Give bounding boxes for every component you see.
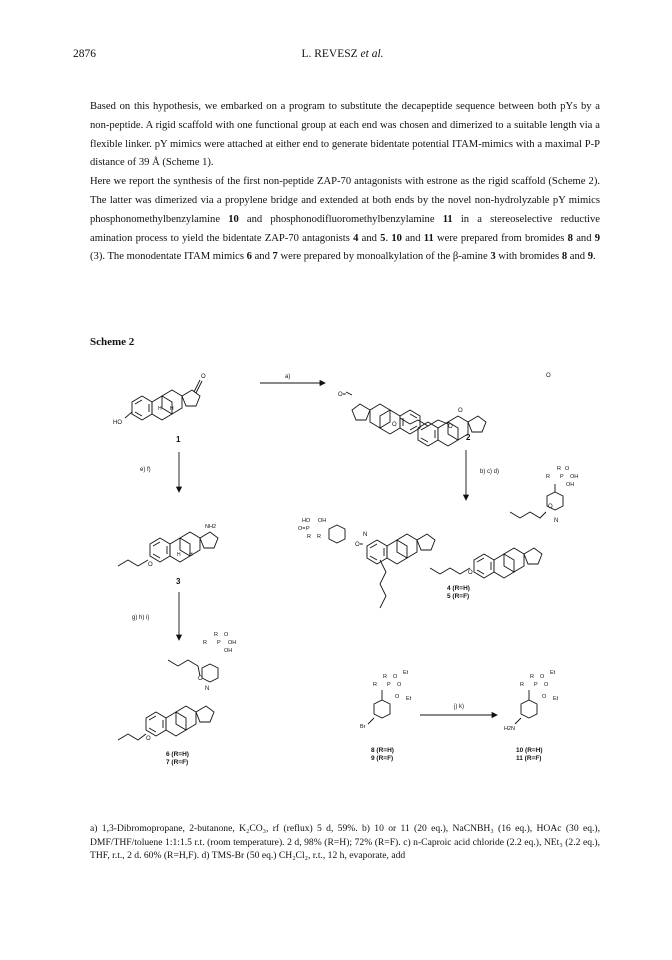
compound-3-structure bbox=[118, 524, 218, 586]
compound-1-structure bbox=[113, 374, 206, 444]
label-compound-3: 3 bbox=[176, 577, 181, 586]
svg-text:O=: O= bbox=[355, 542, 364, 548]
svg-text:O=: O= bbox=[298, 526, 306, 532]
svg-text:N: N bbox=[205, 686, 210, 692]
svg-text:O: O bbox=[198, 676, 203, 682]
svg-text:R: R bbox=[317, 534, 321, 540]
svg-text:O: O bbox=[148, 562, 153, 568]
svg-text:O: O bbox=[395, 694, 400, 700]
svg-text:OH: OH bbox=[318, 518, 327, 524]
label-compound-10: 10 (R=H) bbox=[516, 747, 543, 754]
svg-text:N: N bbox=[554, 518, 559, 524]
svg-text:H: H bbox=[177, 552, 181, 558]
svg-text:OH: OH bbox=[570, 474, 579, 480]
svg-text:O: O bbox=[224, 632, 229, 638]
step-jk-label: j) k) bbox=[454, 704, 464, 710]
scheme-footnote: a) 1,3-Dibromopropane, 2-butanone, K₂CO₃, rf (reflux) 5 d, 59%. b) 10 or 11 (20 eq.), NaCNBH₃ (16 eq.), HOAc (30 eq.), DMF/THF/toluene 1:1:1.5 r.t. (room temperature). 2 d, 98% (R=H); 72% (R=F). c) n-Caproic acid chloride (2.2 eq.), NEt₃ (2.2 eq.), THF, r.t., 2 d. 60% (R=H,F). d) TMS-Br (50 eq.) CH₂Cl₂, r.t., 12 h, evaporate, add bbox=[90, 823, 600, 862]
svg-text:O: O bbox=[468, 570, 473, 576]
svg-text:R: R bbox=[373, 682, 377, 688]
svg-text:Et: Et bbox=[403, 670, 409, 676]
svg-text:OH: OH bbox=[228, 640, 237, 646]
svg-text:O=: O= bbox=[338, 392, 347, 398]
svg-text:H2N: H2N bbox=[504, 726, 516, 732]
step-bcd-label: b) c) d) bbox=[480, 469, 500, 475]
compound-8-9-structure bbox=[360, 670, 412, 762]
paragraph-2: Here we report the synthesis of the first non-peptide ZAP-70 antagonists with estrone as the rigid scaffold (Scheme 2). The latter was dimerized via a propylene bridge and extended at both ends by the novel non-hydrolyzable pY mimics phosphonomethylbenzylamine 10 and phosphonodifluoromethylbenzylamine 11 in a stereoselective reductive amination process to yield the bidentate ZAP-70 antagonists 4 and 5. 10 and 11 were prepared from bromides 8 and 9 (3). The monodentate ITAM mimics 6 and 7 were prepared by monoalkylation of the β-amine 3 with bromides 8 and 9. bbox=[90, 176, 601, 263]
compound-6-7-structure bbox=[118, 632, 236, 766]
running-header bbox=[73, 48, 612, 64]
svg-text:P: P bbox=[560, 474, 564, 480]
paragraph-1: Based on this hypothesis, we embarked on a program to substitute the decapeptide sequence between both pYs by a non-peptide. A rigid scaffold with one functional group at each end was chosen and dimerized to a suitable length via a flexible linker. pY mimics were attached at either end to generate bidentate potential ITAM-mimics with a maximal P-P distance of 39 Å (Scheme 1). bbox=[90, 101, 600, 169]
label-compound-1: 1 bbox=[176, 435, 181, 444]
compound-4-5-structure bbox=[298, 504, 558, 608]
label-compound-9: 9 (R=F) bbox=[371, 755, 394, 762]
scheme-title: Scheme 2 bbox=[90, 336, 135, 348]
svg-text:Et: Et bbox=[550, 670, 556, 676]
svg-text:HO: HO bbox=[302, 518, 311, 524]
compound-2-structure bbox=[338, 373, 551, 446]
svg-text:O: O bbox=[544, 682, 549, 688]
svg-text:P: P bbox=[217, 640, 221, 646]
label-compound-4: 4 (R=H) bbox=[447, 585, 470, 592]
page-number: 2876 bbox=[73, 48, 96, 60]
svg-text:Et: Et bbox=[553, 696, 559, 702]
svg-text:O: O bbox=[201, 374, 206, 380]
svg-text:O: O bbox=[542, 694, 547, 700]
svg-text:OH: OH bbox=[224, 648, 233, 654]
svg-text:O: O bbox=[540, 674, 545, 680]
svg-text:R: R bbox=[307, 534, 311, 540]
svg-text:O: O bbox=[565, 466, 570, 472]
svg-text:NH2: NH2 bbox=[205, 524, 217, 530]
reaction-scheme bbox=[0, 340, 672, 810]
svg-text:Et: Et bbox=[406, 696, 412, 702]
label-compound-5: 5 (R=F) bbox=[447, 593, 470, 600]
svg-text:P: P bbox=[387, 682, 391, 688]
svg-text:O: O bbox=[397, 682, 402, 688]
svg-text:HO: HO bbox=[113, 420, 122, 426]
svg-text:R: R bbox=[203, 640, 207, 646]
label-compound-11: 11 (R=F) bbox=[516, 755, 542, 762]
step-ef-label: e) f) bbox=[140, 467, 151, 473]
svg-text:R: R bbox=[546, 474, 550, 480]
compound-10-11-structure bbox=[504, 670, 559, 762]
svg-text:R: R bbox=[530, 674, 534, 680]
label-compound-6: 6 (R=H) bbox=[166, 751, 189, 758]
step-a-label: a) bbox=[285, 374, 291, 380]
svg-text:O: O bbox=[548, 504, 553, 510]
label-compound-7: 7 (R=F) bbox=[166, 759, 189, 766]
svg-text:O: O bbox=[146, 736, 151, 742]
body-text bbox=[90, 98, 600, 267]
svg-text:R: R bbox=[520, 682, 524, 688]
svg-text:H: H bbox=[170, 406, 174, 412]
svg-text:R: R bbox=[214, 632, 218, 638]
svg-text:Br: Br bbox=[360, 724, 366, 730]
label-compound-2: 2 bbox=[466, 433, 471, 442]
step-ghi-label: g) h) i) bbox=[132, 615, 150, 621]
svg-text:O: O bbox=[393, 674, 398, 680]
svg-text:R: R bbox=[557, 466, 561, 472]
svg-text:H: H bbox=[189, 552, 193, 558]
svg-text:R: R bbox=[383, 674, 387, 680]
running-title: L. REVESZ et al. bbox=[301, 48, 384, 60]
svg-text:N: N bbox=[363, 532, 368, 538]
label-compound-8: 8 (R=H) bbox=[371, 747, 394, 754]
svg-text:OH: OH bbox=[566, 482, 575, 488]
svg-text:H: H bbox=[158, 406, 162, 412]
svg-text:O: O bbox=[448, 424, 453, 430]
svg-text:O: O bbox=[546, 373, 551, 379]
svg-text:P: P bbox=[534, 682, 538, 688]
svg-text:P: P bbox=[306, 526, 310, 532]
svg-text:O: O bbox=[392, 422, 397, 428]
svg-text:O: O bbox=[458, 408, 463, 414]
